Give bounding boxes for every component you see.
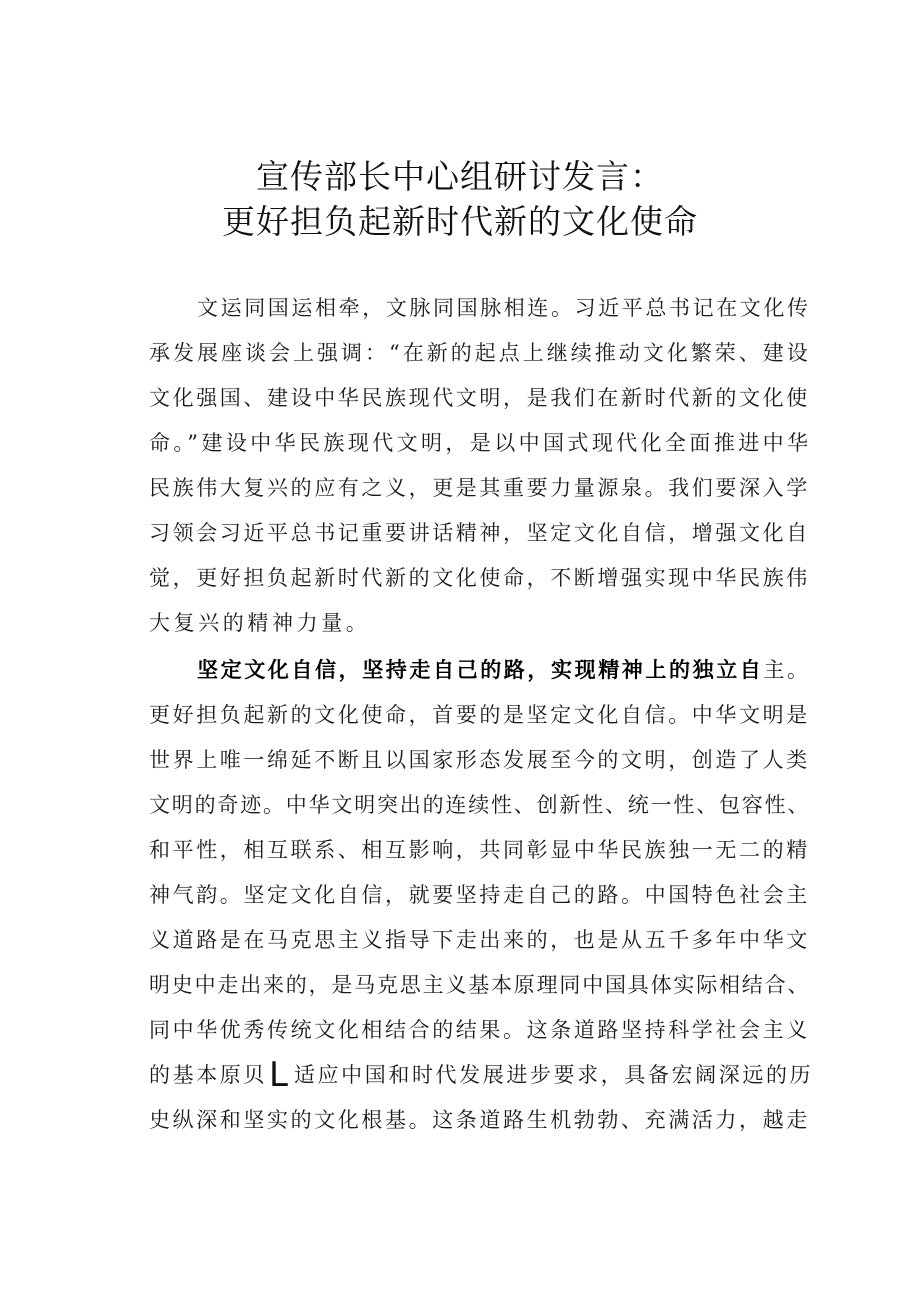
paragraph-2-line: 和平性，相互联系、相互影响，共同彰显中华民族独一无二的精 (149, 838, 810, 862)
paragraph-2-line: 明史中走出来的，是马克思主义基本原理同中国具体实际相结合、 (149, 973, 811, 997)
paragraph-2-line: 文明的奇迹。中华文明突出的连续性、创新性、统一性、包容性、 (149, 793, 811, 817)
document-title-line-1: 宣传部长中心组研讨发言： (256, 157, 664, 196)
paragraph-2-line: 神气韵。坚定文化自信，就要坚持走自己的路。中国特色社会主 (149, 883, 810, 907)
line-text-after-mark: 适应中国和时代发展进步要求，具备宏阔深远的历 (293, 1063, 814, 1087)
paragraph-1-line: 觉，更好担负起新时代新的文化使命，不断增强实现中华民族伟 (149, 566, 810, 590)
paragraph-2-line: 史纵深和坚实的文化根基。这条道路生机勃勃、充满活力，越走 (149, 1108, 810, 1132)
line-text-before-mark: 的基本原贝 (149, 1063, 267, 1087)
paragraph-2-line: 同中华优秀传统文化相结合的结果。这条道路坚持科学社会主义 (149, 1018, 810, 1042)
paragraph-2-line: 世界上唯一绵延不断且以国家形态发展至今的文明，创造了人类 (149, 748, 810, 772)
section-heading-tail: 主。 (763, 658, 811, 682)
paragraph-1-line: 文化强国、建设中华民族现代文明，是我们在新时代新的文化使 (149, 386, 810, 410)
paragraph-1-line: 命。”建设中华民族现代文明，是以中国式现代化全面推进中华 (149, 431, 812, 455)
stray-l-glyph: L (269, 1055, 288, 1095)
paragraph-1-line: 民族伟大复兴的应有之义，更是其重要力量源泉。我们要深入学 (149, 476, 810, 500)
paragraph-1-line: 承发展座谈会上强调：“在新的起点上继续推动文化繁荣、建设 (149, 341, 811, 365)
document-title-line-2: 更好担负起新时代新的文化使命 (222, 202, 698, 241)
paragraph-2-line: 更好担负起新的文化使命，首要的是坚定文化自信。中华文明是 (149, 703, 810, 727)
paragraph-1-line: 习领会习近平总书记重要讲话精神，坚定文化自信，增强文化自 (149, 521, 810, 545)
paragraph-2-first-line (197, 655, 814, 685)
paragraph-2-line: 义道路是在马克思主义指导下走出来的，也是从五千多年中华文 (149, 928, 810, 952)
paragraph-1-line: 文运同国运相牵，文脉同国脉相连。习近平总书记在文化传 (197, 296, 811, 320)
section-heading-bold: 坚定文化自信，坚持走自己的路，实现精神上的独立自 (197, 657, 764, 682)
paragraph-1-line: 大复兴的精神力量。 (149, 611, 371, 635)
paragraph-2-line-with-mark (149, 1055, 814, 1095)
